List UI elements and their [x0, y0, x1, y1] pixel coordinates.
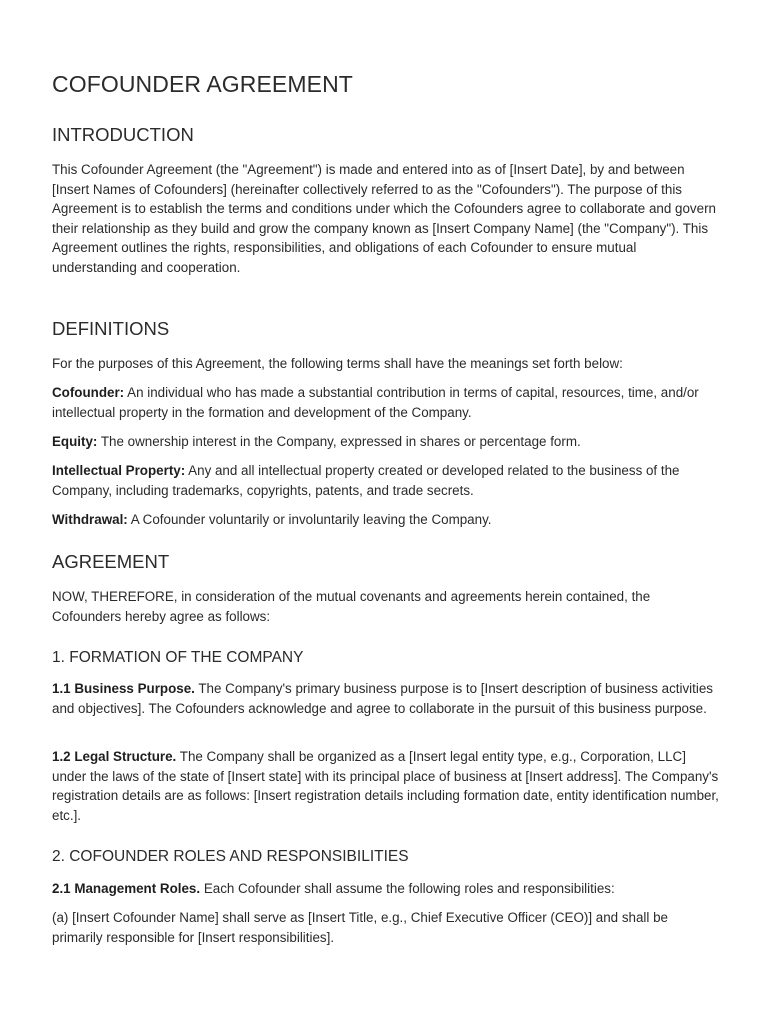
clause-label: 1.2 Legal Structure. [52, 749, 177, 764]
clause-label: 1.1 Business Purpose. [52, 681, 195, 696]
definition-term: Intellectual Property: [52, 463, 186, 478]
definitions-intro: For the purposes of this Agreement, the following terms shall have the meanings set forth below: [52, 356, 623, 371]
clause-text: Each Cofounder shall assume the following roles and responsibilities: [200, 881, 615, 896]
definition-term: Equity: [52, 434, 98, 449]
definition-withdrawal [52, 510, 720, 530]
definition-text: A Cofounder voluntarily or involuntarily leaving the Company. [127, 512, 492, 527]
clause-1-2 [52, 747, 720, 825]
definitions-heading: DEFINITIONS [52, 318, 170, 339]
clause-label: 2.1 Management Roles. [52, 881, 201, 896]
introduction-paragraph: This Cofounder Agreement (the "Agreement") is made and entered into as of [Insert Date], by and between [Insert Names of Cofounders] (hereinafter collectively referred to as the "Cofounders"). The purpose of this Agreement is to establish the terms and conditions under which the Cofounders agree to collaborate and govern their relationship as they build and grow the company known as [Insert Company Name] (the "Company"). This Agreement outlines the rights, responsibilities, and obligations of each Cofounder to ensure mutual understanding and cooperation. [52, 162, 716, 275]
clause-text: The Company's primary business purpose is to [Insert description of business activities and objectives]. The Cofounders acknowledge and agree to collaborate in the pursuit of this business purpose. [52, 681, 713, 716]
agreement-heading: AGREEMENT [52, 551, 170, 572]
definition-text: An individual who has made a substantial contribution in terms of capital, resources, time, and/or intellectual property in the formation and development of the Company. [52, 385, 699, 420]
definition-term: Withdrawal: [52, 512, 128, 527]
definition-text: Any and all intellectual property created or developed related to the business of the Company, including trademarks, copyrights, patents, and trade secrets. [52, 463, 680, 498]
clause-text: The Company shall be organized as a [Insert legal entity type, e.g., Corporation, LLC] under the laws of the state of [Insert state] with its principal place of business at [Insert address]. The Company's registration details are as follows: [Insert registration details including formation date, entity identification number, etc.]. [52, 749, 719, 823]
clause-1-1 [52, 679, 720, 718]
formation-heading: 1. FORMATION OF THE COMPANY [52, 649, 304, 666]
agreement-paragraph: NOW, THEREFORE, in consideration of the mutual covenants and agreements herein contained, the Cofounders hereby agree as follows: [52, 589, 651, 624]
roles-heading: 2. COFOUNDER ROLES AND RESPONSIBILITIES [52, 848, 409, 865]
introduction-heading: INTRODUCTION [52, 124, 194, 145]
definition-term: Cofounder: [52, 385, 125, 400]
clause-2-1 [52, 879, 720, 899]
definition-intellectual-property [52, 461, 720, 500]
clause-2-1-a: (a) [Insert Cofounder Name] shall serve as [Insert Title, e.g., Chief Executive Officer (CEO)] and shall be primarily responsible for [Insert responsibilities]. [52, 910, 668, 945]
definition-equity [52, 432, 720, 452]
definition-text: The ownership interest in the Company, expressed in shares or percentage form. [97, 434, 581, 449]
definition-cofounder [52, 383, 720, 422]
document-title: COFOUNDER AGREEMENT [52, 71, 353, 97]
